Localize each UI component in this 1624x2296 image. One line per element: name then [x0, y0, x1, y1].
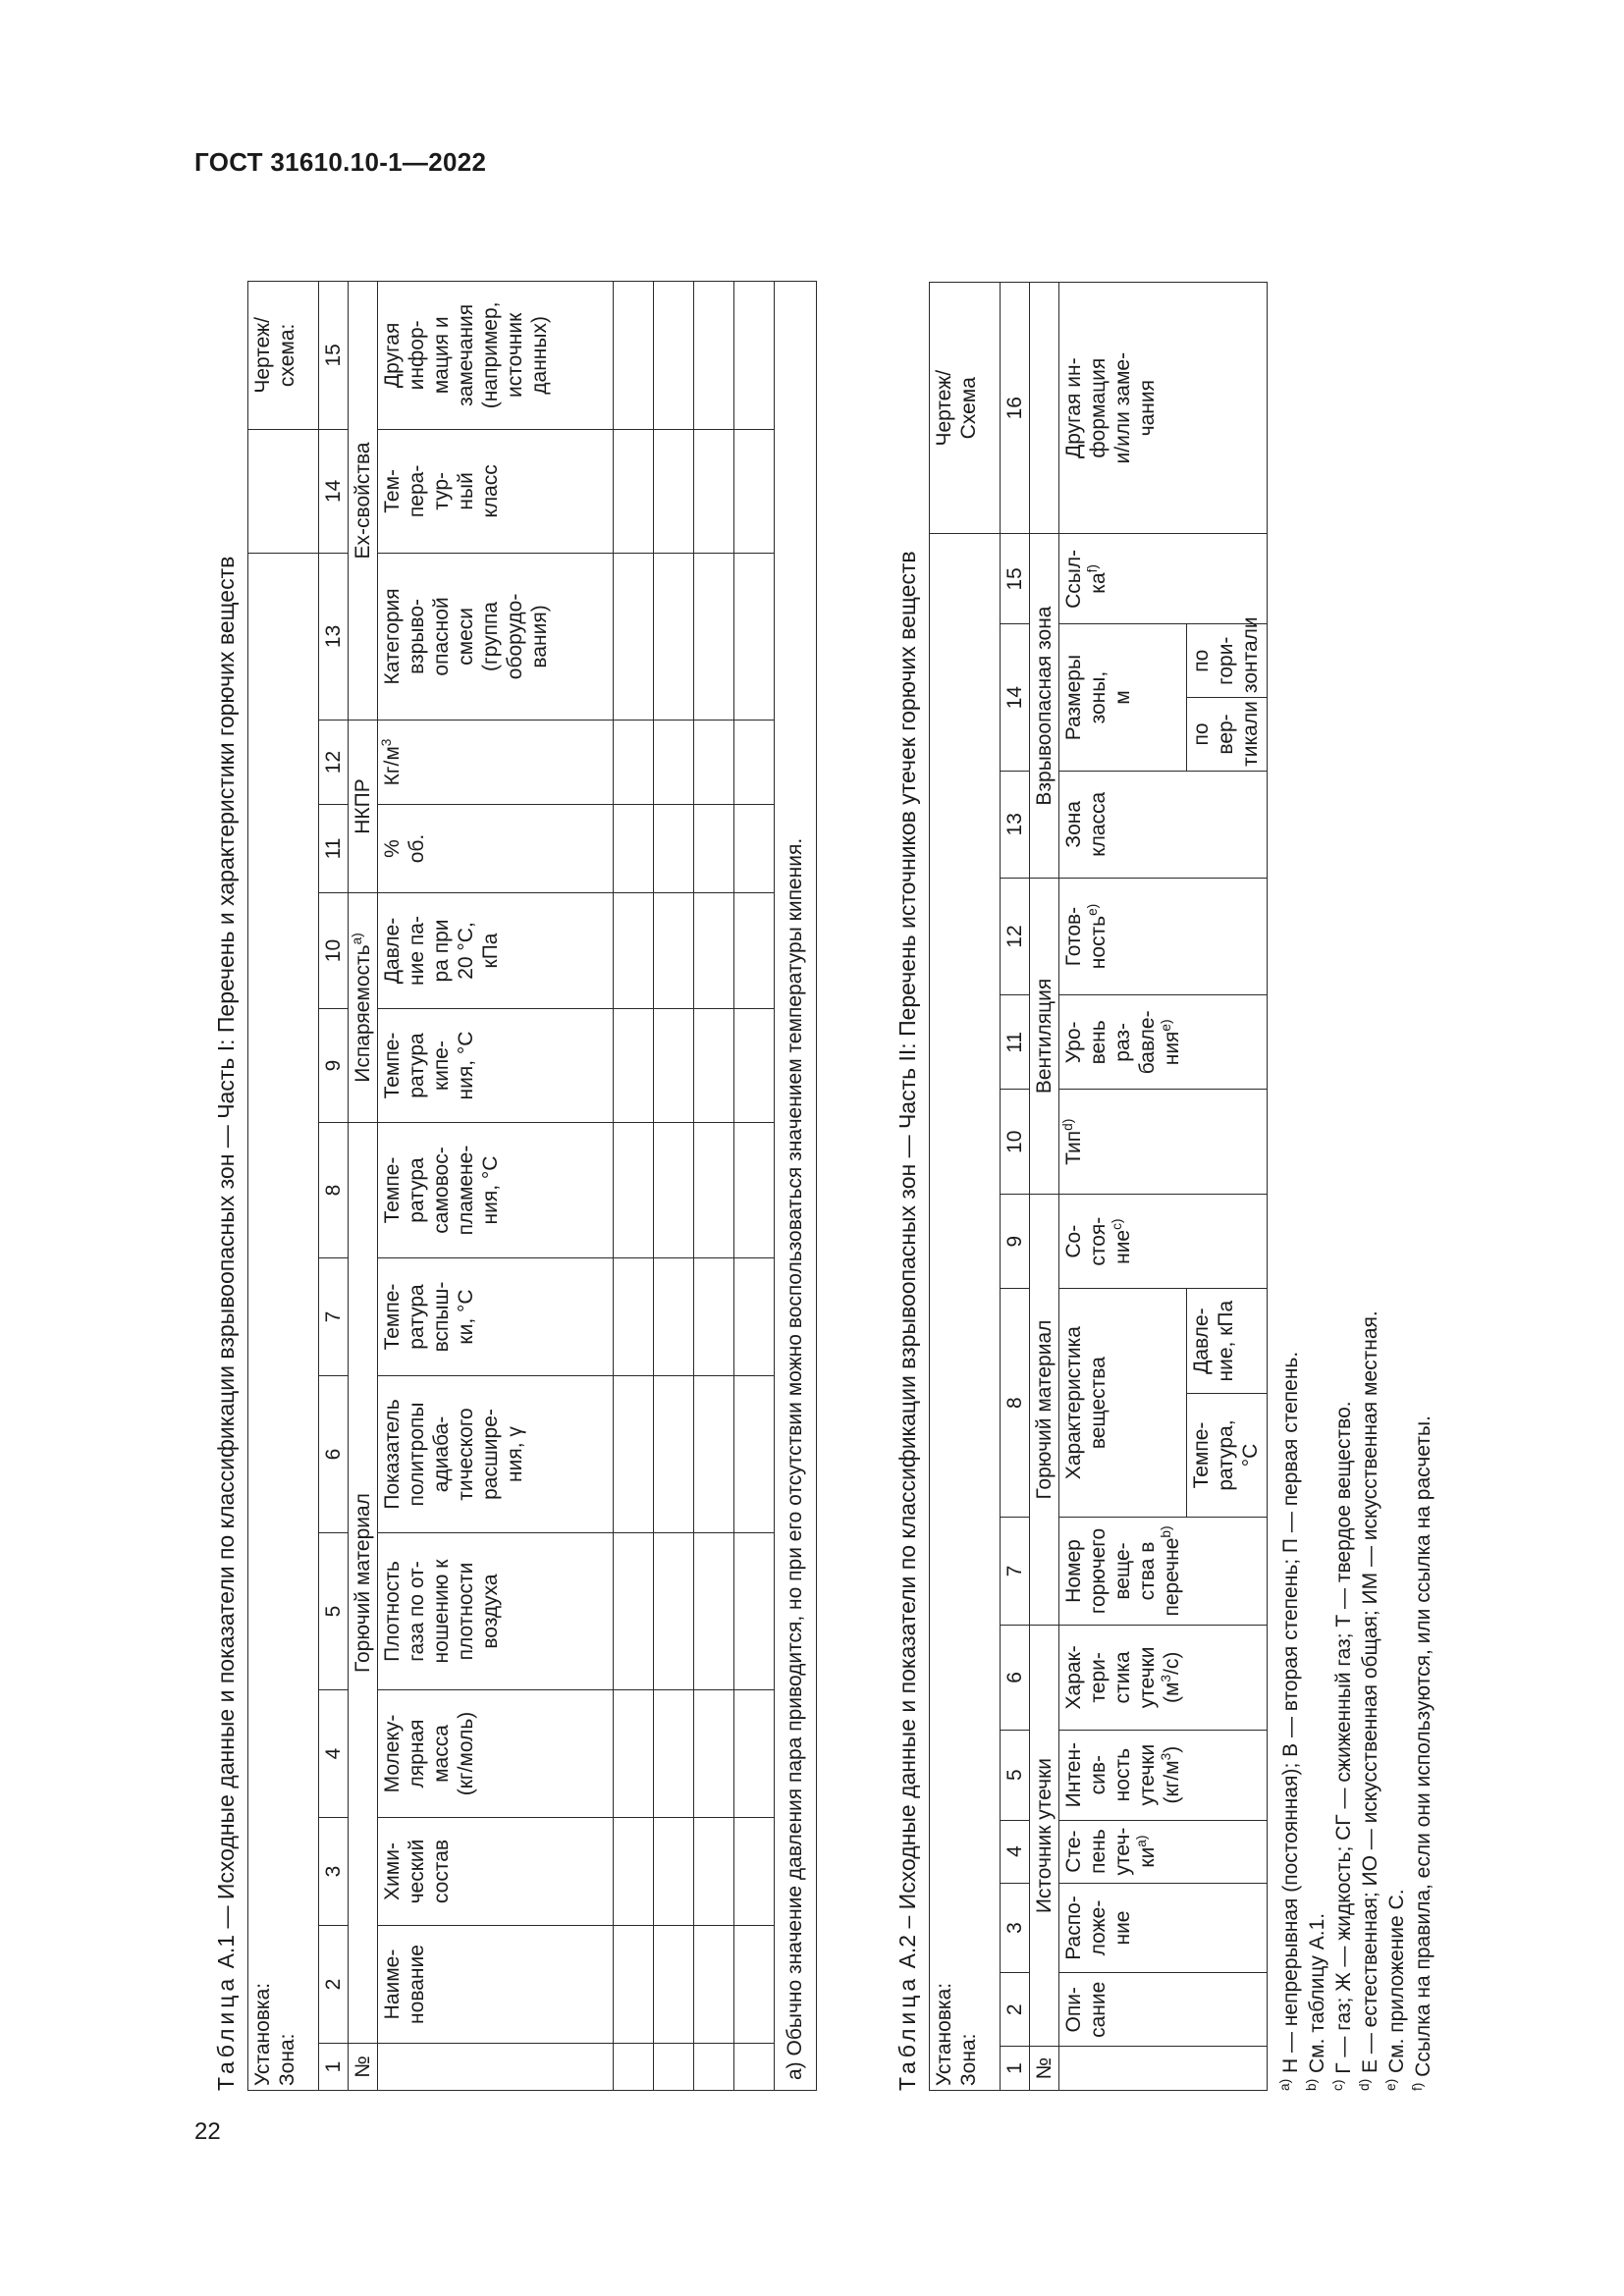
table-a1-header-row [378, 281, 614, 2090]
table-a2-header-c10 [1059, 1090, 1268, 1195]
table-a1-col-number: 12 [319, 721, 349, 805]
table-a1-installation-label: Установка: Зона: [251, 1982, 298, 2086]
table-a1-header-c4 [378, 1690, 614, 1818]
table-a2-header-c6-sup: 3 [1159, 1675, 1173, 1682]
table-a2-col-number: 12 [1001, 878, 1030, 995]
table-a2-header-c14a [1187, 698, 1268, 772]
table-row [694, 281, 734, 2090]
table-a1-col-number: 11 [319, 805, 349, 893]
table-a1-header-c12 [378, 721, 614, 805]
table-row [614, 281, 654, 2090]
table-a2-header-c5-sup: 3 [1159, 1752, 1173, 1761]
table-row [654, 281, 694, 2090]
table-a1 [247, 281, 817, 2091]
table-a2-footnote-text: Н — непрерывная (постоянная); В — вторая степень; П — первая степень. [1279, 1351, 1302, 2079]
table-a1-caption-label: Таблица [213, 1974, 239, 2091]
table-a2-header-c11-sup: е) [1159, 1019, 1173, 1032]
table-a2-group-hazard-zone: Взрывоопасная зона [1030, 534, 1059, 878]
table-a2-caption-text: А.2 – Исходные данные и показатели по классификации взрывоопасных зон — Часть II: Перечень источников утечек горючих веществ [894, 551, 920, 1969]
table-a1-col-number: 9 [319, 1009, 349, 1123]
table-a1-header-c13 [378, 553, 614, 720]
table-a1-caption [210, 226, 242, 2091]
table-a2-block [892, 226, 1436, 2091]
table-a2-header-c8 [1059, 1289, 1187, 1518]
table-a2-header-c3 [1059, 1883, 1268, 1973]
table-a1-header-c11 [378, 805, 614, 893]
table-a2-header-c12-text: Готов- ность [1062, 906, 1110, 970]
table-a2-header-c8-text: Характеристика вещества [1062, 1326, 1110, 1480]
table-a2-col-number: 9 [1001, 1195, 1030, 1289]
table-a2-header-c14-text: Размеры зоны, м [1062, 654, 1134, 741]
table-a1-group-row [349, 281, 378, 2090]
table-a2-header-c4 [1059, 1820, 1268, 1883]
table-a2-header-c9 [1059, 1195, 1268, 1289]
table-a1-header-c4-text: Молеку- лярная масса (кг/моль) [381, 1711, 477, 1796]
table-a2-header-c2 [1059, 1973, 1268, 2047]
table-a2-footnote [1383, 226, 1410, 2091]
table-a1-header-c14 [378, 429, 614, 553]
table-a2-footnote [1410, 226, 1436, 2091]
table-a2 [929, 282, 1268, 2091]
table-a1-col-number: 6 [319, 1376, 349, 1533]
table-a1-drawing-label: Чертеж/ схема: [251, 317, 298, 394]
table-a2-header-c16-text: Другая ин- формация и/или заме- чания [1062, 351, 1159, 464]
table-a2-header-c12 [1059, 878, 1268, 995]
table-a1-header-c3 [378, 1818, 614, 1926]
table-a2-header-c8a-text: Темпе- ратура, °С [1190, 1419, 1262, 1491]
table-a1-header-c5 [378, 1533, 614, 1690]
table-a2-installation-cell [930, 534, 1001, 2091]
table-a2-header-c14b-text: по гори- зонтали [1190, 616, 1262, 694]
table-a2-group-row [1030, 283, 1059, 2091]
table-a1-header-c12-sup: 3 [379, 738, 394, 747]
table-a2-caption-label: Таблица [894, 1974, 920, 2091]
table-a1-col-number: 3 [319, 1818, 349, 1926]
table-a2-header-c6 [1059, 1625, 1268, 1730]
table-a2-header-c3-text: Распо- ложе- ние [1062, 1896, 1134, 1960]
table-a1-col-number: 14 [319, 429, 349, 553]
table-a1-group-volatility-label: Испаряемость [352, 944, 374, 1083]
table-a2-header-c15-text: Ссыл- ка [1062, 549, 1110, 609]
table-a1-no-header: № [349, 2044, 378, 2091]
table-a1-col-number: 2 [319, 1926, 349, 2044]
table-a2-header-c16 [1059, 283, 1268, 534]
table-a2-header-c11 [1059, 995, 1268, 1090]
table-a1-col-number: 13 [319, 553, 349, 720]
table-a1-header-c6 [378, 1376, 614, 1533]
table-a1-footnote-row [775, 281, 817, 2090]
table-a2-group-blank [1030, 283, 1059, 534]
table-a1-installation-cell [248, 553, 319, 2090]
table-a1-header-c9 [378, 1009, 614, 1123]
table-a1-header-c10 [378, 893, 614, 1009]
table-a2-col-number: 15 [1001, 534, 1030, 624]
table-a2-header-c4-text: Сте- пень утеч- ки [1062, 1827, 1159, 1876]
table-a2-col-number: 4 [1001, 1820, 1030, 1883]
table-a1-header-c15-text: Другая инфор- мация и замечания (например, источник данных) [381, 301, 551, 409]
table-a2-col-number: 5 [1001, 1730, 1030, 1820]
table-a2-col-number: 10 [1001, 1090, 1030, 1195]
table-a2-footnote-mark: е) [1383, 2078, 1398, 2091]
table-a2-caption [892, 226, 923, 2091]
table-a2-col-number: 14 [1001, 624, 1030, 771]
table-a2-header-c10-text: Тип [1062, 1130, 1085, 1165]
table-a2-drawing-cell [930, 283, 1001, 534]
table-a2-header-row [1059, 283, 1187, 2091]
table-a2-footnote-text: См. таблицу А.1. [1306, 1912, 1328, 2079]
table-a2-group-combustible: Горючий материал [1030, 1195, 1059, 1626]
table-a1-header-c14-text: Тем- пера- тур- ный класс [381, 464, 502, 518]
table-a1-col-number: 1 [319, 2044, 349, 2091]
table-a2-footnote-text: Г — газ; Ж — жидкость; СГ — сжиженный газ; Т — твердое вещество. [1332, 1401, 1355, 2080]
table-a1-header-c3-text: Хими- ческий состав [381, 1839, 453, 1904]
table-a1-group-ex: Ex-свойства [349, 281, 378, 720]
table-a2-col-number: 11 [1001, 995, 1030, 1090]
standard-header: ГОСТ 31610.10-1—2022 [194, 147, 487, 177]
table-a2-col-number: 16 [1001, 283, 1030, 534]
table-a2-footnote-mark: d) [1357, 2078, 1372, 2091]
table-a2-footnote-text: Ссылка на правила, если они используются, или ссылка на расчеты. [1412, 1415, 1435, 2083]
table-a2-header-c6-tail: /с) [1161, 1651, 1183, 1675]
table-a1-header-c2 [378, 1926, 614, 2044]
table-a1-col-number: 15 [319, 281, 349, 429]
table-a2-col-number: 13 [1001, 771, 1030, 878]
table-a1-group-volatility-sup: а) [350, 933, 364, 945]
table-a1-group-lfl: НКПР [349, 721, 378, 893]
table-a1-group-combustible: Горючий материал [349, 1123, 378, 2044]
table-a2-footnote [1357, 226, 1383, 2091]
table-a2-col-number: 3 [1001, 1883, 1030, 1973]
table-a2-header-c5-tail: ) [1161, 1745, 1183, 1753]
table-a2-col-number: 2 [1001, 1973, 1030, 2047]
table-a2-header-c8a [1187, 1394, 1268, 1518]
table-a2-header-c8b-text: Давле- ние, кПа [1190, 1300, 1237, 1382]
table-a2-header-c7-text: Номер горючего веще- ства в перечне [1062, 1527, 1183, 1617]
table-a1-caption-text: А.1 — Исходные данные и показатели по классификации взрывоопасных зон — Часть I: Перечень и характеристики горючих веществ [213, 556, 239, 1969]
table-a1-header-c8 [378, 1123, 614, 1258]
table-a2-col-number: 6 [1001, 1625, 1030, 1730]
table-a1-col-number: 8 [319, 1123, 349, 1258]
table-a2-header-c5 [1059, 1730, 1268, 1820]
table-a2-footnote [1277, 226, 1304, 2091]
table-a1-header-c15 [378, 281, 614, 429]
table-a2-number-row [1001, 283, 1030, 2091]
table-a1-block [210, 226, 817, 2091]
table-a2-col-number: 7 [1001, 1518, 1030, 1626]
table-a2-footnote-mark: с) [1330, 2079, 1345, 2091]
table-a2-header-c4-sup: а) [1134, 1835, 1149, 1847]
table-a2-header-c14a-text: по вер- тикали [1190, 701, 1262, 767]
table-a1-header-c11-text: % об. [381, 833, 428, 864]
table-a2-footnote-mark: f) [1410, 2082, 1425, 2091]
table-a2-header-c11-text: Уро- вень раз- бавле- ния [1062, 1010, 1183, 1075]
table-a1-header-c12-text: Кг/м [381, 746, 404, 786]
table-a2-footnote-text: См. приложение С. [1385, 1889, 1408, 2079]
table-a1-header-c10-text: Давле- ние па- ра при 20 °С, кПа [381, 916, 502, 986]
table-a2-col-number: 1 [1001, 2047, 1030, 2091]
table-a2-footnote-text: Е — естественная; ИО — искусственная общая; ИМ — искусственная местная. [1359, 1310, 1381, 2079]
table-a2-header-c7 [1059, 1518, 1268, 1626]
table-a2-group-leak-source: Источник утечки [1030, 1625, 1059, 2046]
table-a2-header-c6-text: Харак- тери- стика утечки (м [1062, 1645, 1183, 1710]
table-a1-header-c2-text: Наиме- нование [381, 1945, 428, 2024]
table-a2-header-c5-text: Интен- сив- ность утечки (кг/м [1062, 1741, 1183, 1808]
table-a1-group-volatility [349, 893, 378, 1123]
table-a2-header-c15-sup: f) [1085, 564, 1100, 573]
table-a2-header-c13 [1059, 771, 1268, 878]
table-a2-header-c15 [1059, 534, 1268, 624]
table-row [734, 281, 775, 2090]
table-a1-drawing-cell [248, 281, 319, 429]
table-a2-header-c13-text: Зона класса [1062, 791, 1110, 857]
table-a1-header-c6-text: Показатель политропы адиаба- тического расшире- ния, γ [381, 1399, 526, 1510]
table-a2-drawing-label: Чертеж/ Схема [933, 369, 980, 447]
table-a2-footnote [1330, 226, 1357, 2091]
table-a1-filler-cell [248, 429, 319, 553]
table-a2-footnote-mark: а) [1277, 2078, 1292, 2091]
table-a2-installation-label: Установка: Зона: [933, 1982, 980, 2086]
table-a1-header-c7-text: Темпе- ратура вспыш- ки, °С [381, 1281, 477, 1353]
table-a1-col-number: 10 [319, 893, 349, 1009]
table-a1-col-number: 5 [319, 1533, 349, 1690]
table-a2-no-header: № [1030, 2047, 1059, 2091]
table-a2-header-c14 [1059, 624, 1187, 771]
table-a1-header-c13-text: Категория взрыво- опасной смеси (группа оборудо- вания) [381, 588, 551, 685]
table-a1-footnote: а) Обычно значение давления пара приводится, но при его отсутствии можно воспользоваться значением температуры кипения. [775, 281, 817, 2090]
table-a1-number-row [319, 281, 349, 2090]
table-a1-header-c8-text: Темпе- ратура самовос- пламене- ния, °С [381, 1145, 502, 1236]
table-a1-col-number: 7 [319, 1258, 349, 1376]
table-a2-footnote-mark: b) [1304, 2078, 1319, 2091]
table-a2-header-c10-sup: d) [1060, 1118, 1075, 1131]
page-number: 22 [194, 2118, 221, 2145]
table-a1-header-c5-text: Плотность газа по от- ношению к плотности воздуха [381, 1559, 502, 1664]
table-a2-header-c14b [1187, 616, 1268, 698]
table-a2-header-c9-sup: с) [1110, 1218, 1124, 1230]
table-a1-header-c7 [378, 1258, 614, 1376]
table-a2-header-c7-sup: b) [1159, 1525, 1173, 1538]
table-a2-header-c9-text: Со- стоя- ние [1062, 1216, 1134, 1266]
table-a2-header-c12-sup: е) [1085, 903, 1100, 916]
table-a2-header-c2-text: Опи- сание [1062, 1981, 1110, 2038]
table-a2-group-ventilation: Вентиляция [1030, 878, 1059, 1194]
table-a2-col-number: 8 [1001, 1289, 1030, 1518]
table-a2-header-c8b [1187, 1289, 1268, 1394]
table-a1-col-number: 4 [319, 1690, 349, 1818]
table-a2-header-c1 [1059, 2047, 1268, 2091]
table-a2-footnote [1304, 226, 1330, 2091]
table-a1-header-c9-text: Темпе- ратура кипе- ния, °С [381, 1031, 477, 1100]
table-a1-header-c1 [378, 2044, 614, 2091]
